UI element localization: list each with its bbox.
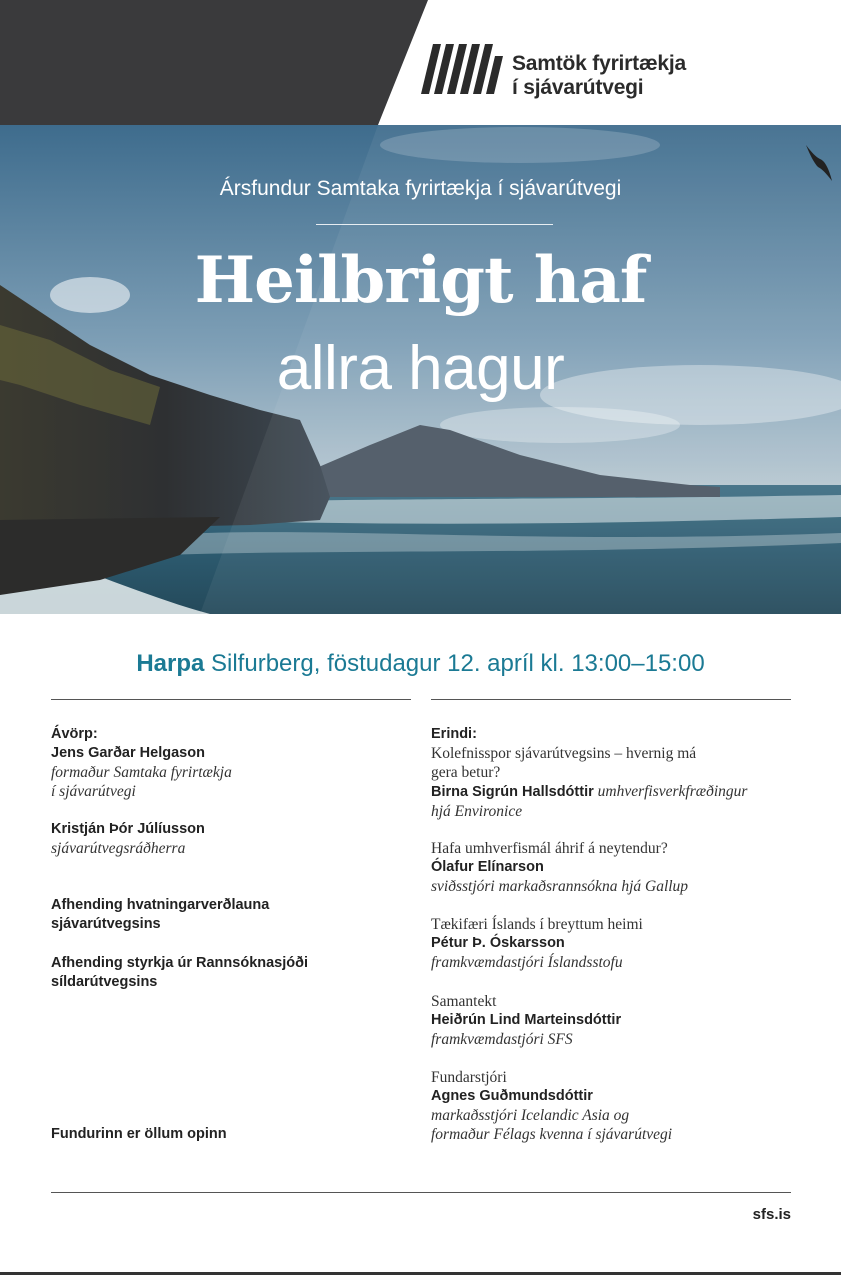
organization-name-line1: Samtök fyrirtækja (512, 52, 687, 75)
talk2-role: sviðsstjóri markaðsrannsókna hjá Gallup (431, 878, 689, 895)
speaker2-name: Kristján Þór Júlíusson (51, 821, 205, 837)
sfs-logo-icon (421, 42, 503, 96)
speaker1-role-line2: í sjávarútvegi (51, 783, 136, 800)
talk4-role: framkvæmdastjóri SFS (431, 1031, 573, 1048)
talk1-title-line1: Kolefnisspor sjávarútvegsins – hvernig má (431, 745, 697, 762)
award1-line2: sjávarútvegsins (51, 916, 161, 932)
chair-role-line2: formaður Félags kvenna í sjávarútvegi (431, 1126, 673, 1143)
venue-details: Silfurberg, föstudagur 12. apríl kl. 13:00–15:00 (204, 650, 705, 677)
award2-line2: síldarútvegsins (51, 974, 158, 990)
speaker1-name: Jens Garðar Helgason (51, 745, 205, 761)
talks-heading: Erindi: (431, 726, 477, 742)
website-link[interactable]: sfs.is (752, 1206, 791, 1223)
chair-name: Agnes Guðmundsdóttir (431, 1088, 593, 1104)
talk3-speaker: Pétur Þ. Óskarsson (431, 935, 565, 951)
award2-line1: Afhending styrkja úr Rannsóknasjóði (51, 955, 309, 971)
venue-line (0, 650, 841, 678)
talk2-title: Hafa umhverfismál áhrif á neytendur? (431, 840, 668, 857)
footer-divider (51, 1192, 791, 1193)
event-subtitle: Ársfundur Samtaka fyrirtækja í sjávarútvegi (219, 177, 622, 200)
organization-name (512, 52, 686, 100)
talk1-title-line2: gera betur? (431, 764, 501, 781)
chair-title: Fundarstjóri (431, 1069, 507, 1086)
event-title-line1: Heilbrigt haf (194, 243, 647, 318)
header (0, 0, 841, 125)
left-column (51, 725, 411, 1145)
right-column-divider (431, 699, 791, 700)
talk4-title: Samantekt (431, 993, 497, 1010)
talk3-role: framkvæmdastjóri Íslandsstofu (431, 954, 623, 971)
addresses-heading: Ávörp: (51, 726, 98, 742)
hero-divider (316, 224, 553, 225)
venue-place: Harpa (136, 650, 205, 677)
left-column-divider (51, 699, 411, 700)
talk1-role-line2: hjá Environice (431, 803, 523, 820)
speaker2-role: sjávarútvegsráðherra (51, 840, 186, 857)
event-title-line2: allra hagur (276, 334, 565, 403)
organization-name-line2: í sjávarútvegi (512, 76, 644, 99)
chair-role-line1: markaðsstjóri Icelandic Asia og (431, 1107, 630, 1124)
open-meeting-note: Fundurinn er öllum opinn (51, 1126, 227, 1142)
talk4-speaker: Heiðrún Lind Marteinsdóttir (431, 1012, 622, 1028)
talk2-speaker: Ólafur Elínarson (431, 859, 544, 875)
talk1-speaker: Birna Sigrún Hallsdóttir (431, 784, 594, 800)
hero-banner (0, 125, 841, 614)
speaker1-role-line1: formaður Samtaka fyrirtækja (51, 764, 232, 781)
talk1-role: umhverfisverkfræðingur (593, 783, 748, 800)
award1-line1: Afhending hvatningarverðlauna (51, 897, 270, 913)
talk3-title: Tækifæri Íslands í breyttum heimi (431, 916, 643, 933)
right-column (431, 725, 801, 1145)
